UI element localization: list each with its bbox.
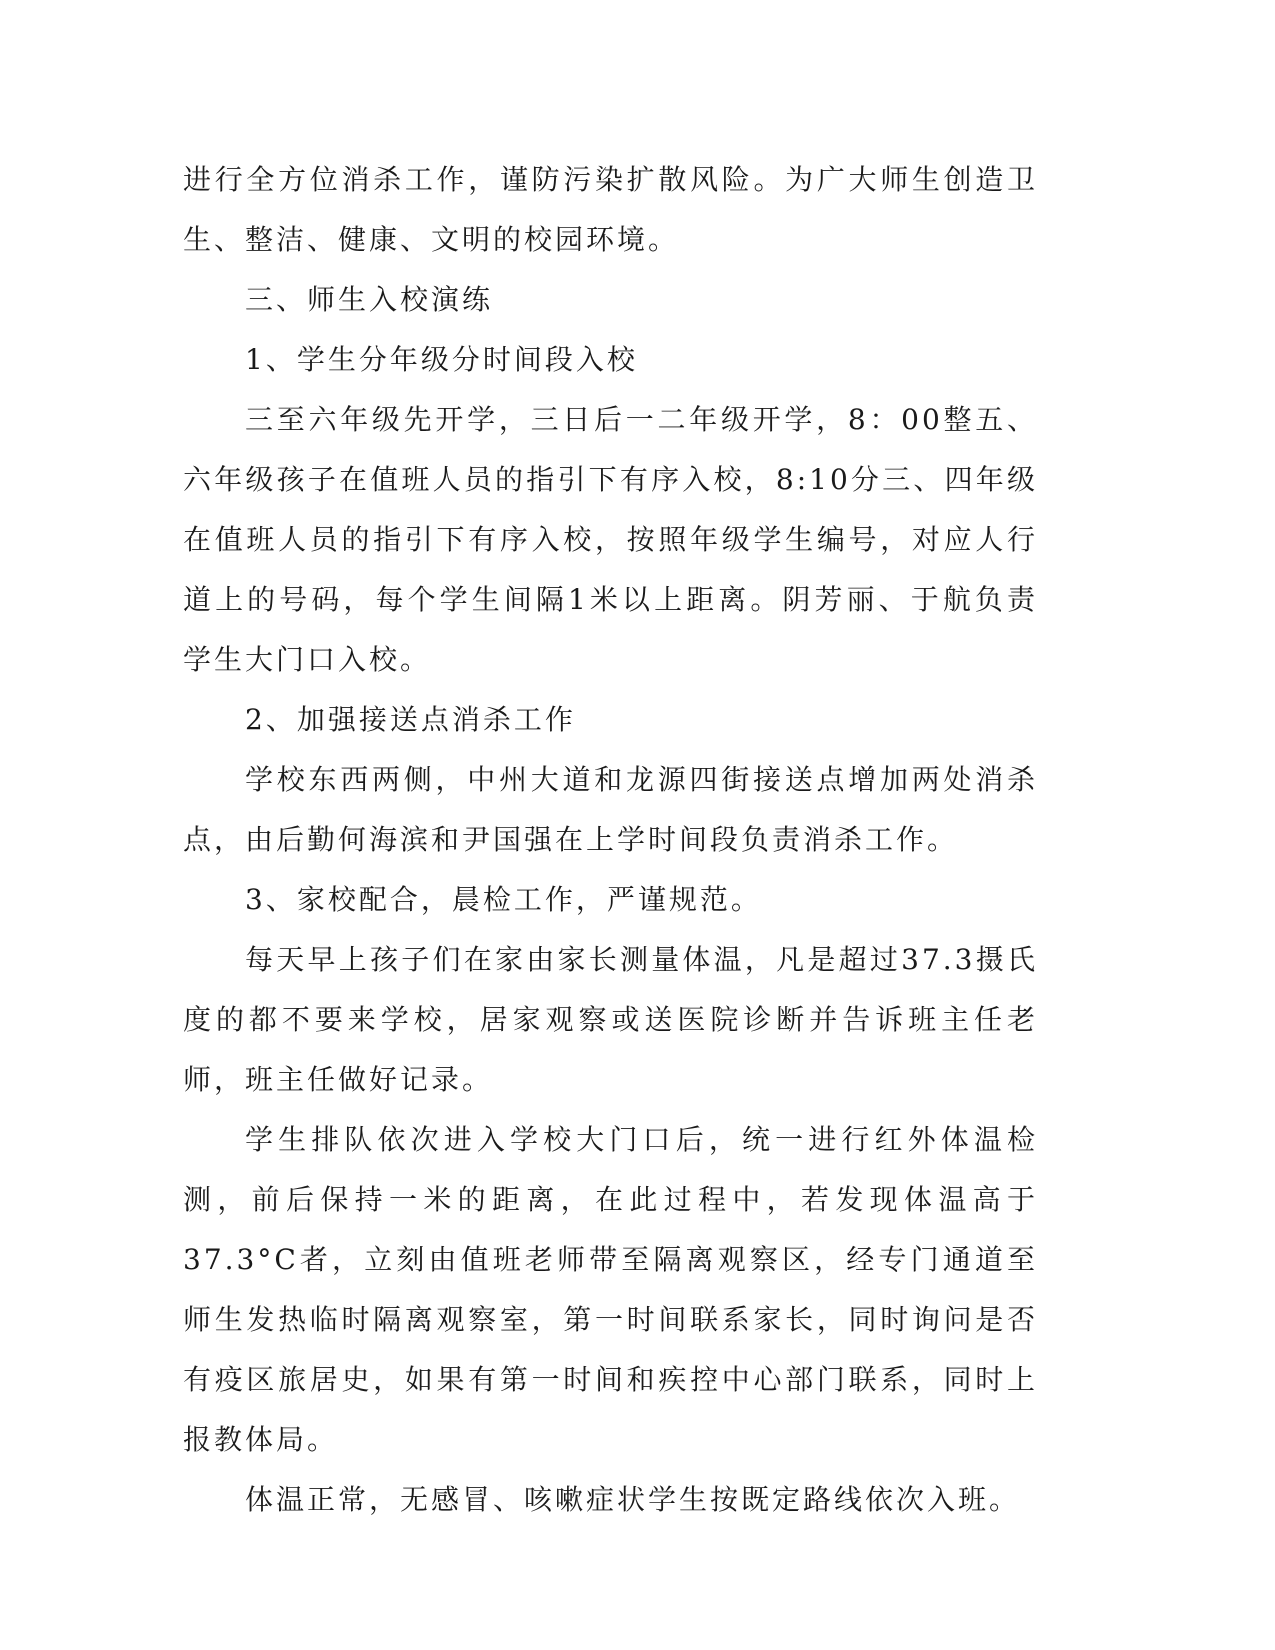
section-heading-3: 三、师生入校演练	[245, 283, 494, 316]
subheading-2: 2、加强接送点消杀工作	[245, 703, 576, 736]
document-body	[183, 150, 1038, 1530]
paragraph-home-temperature: 每天早上孩子们在家由家长测量体温，凡是超过37.3摄氏度的都不要来学校，居家观察或送医院诊断并告诉班主任老师，班主任做好记录。	[183, 943, 1038, 1096]
paragraph-disinfection-points: 学校东西两侧，中州大道和龙源四街接送点增加两处消杀点，由后勤何海滨和尹国强在上学时间段负责消杀工作。	[183, 763, 1038, 856]
subheading-1: 1、学生分年级分时间段入校	[245, 343, 638, 376]
subheading-3: 3、家校配合，晨检工作，严谨规范。	[245, 883, 762, 916]
paragraph-normal-entry: 体温正常，无感冒、咳嗽症状学生按既定路线依次入班。	[245, 1483, 1021, 1516]
paragraph-continuation: 进行全方位消杀工作，谨防污染扩散风险。为广大师生创造卫生、整洁、健康、文明的校园环境。	[183, 163, 1038, 256]
paragraph-gate-check: 学生排队依次进入学校大门口后，统一进行红外体温检测，前后保持一米的距离，在此过程中，若发现体温高于37.3°C者，立刻由值班老师带至隔离观察区，经专门通道至师生发热临时隔离观察室，第一时间联系家长，同时询问是否有疫区旅居史，如果有第一时间和疾控中心部门联系，同时上报教体局。	[183, 1123, 1038, 1456]
paragraph-entry-schedule: 三至六年级先开学，三日后一二年级开学，8：00整五、六年级孩子在值班人员的指引下有序入校，8:10分三、四年级在值班人员的指引下有序入校，按照年级学生编号，对应人行道上的号码，每个学生间隔1米以上距离。阴芳丽、于航负责学生大门口入校。	[183, 403, 1038, 676]
